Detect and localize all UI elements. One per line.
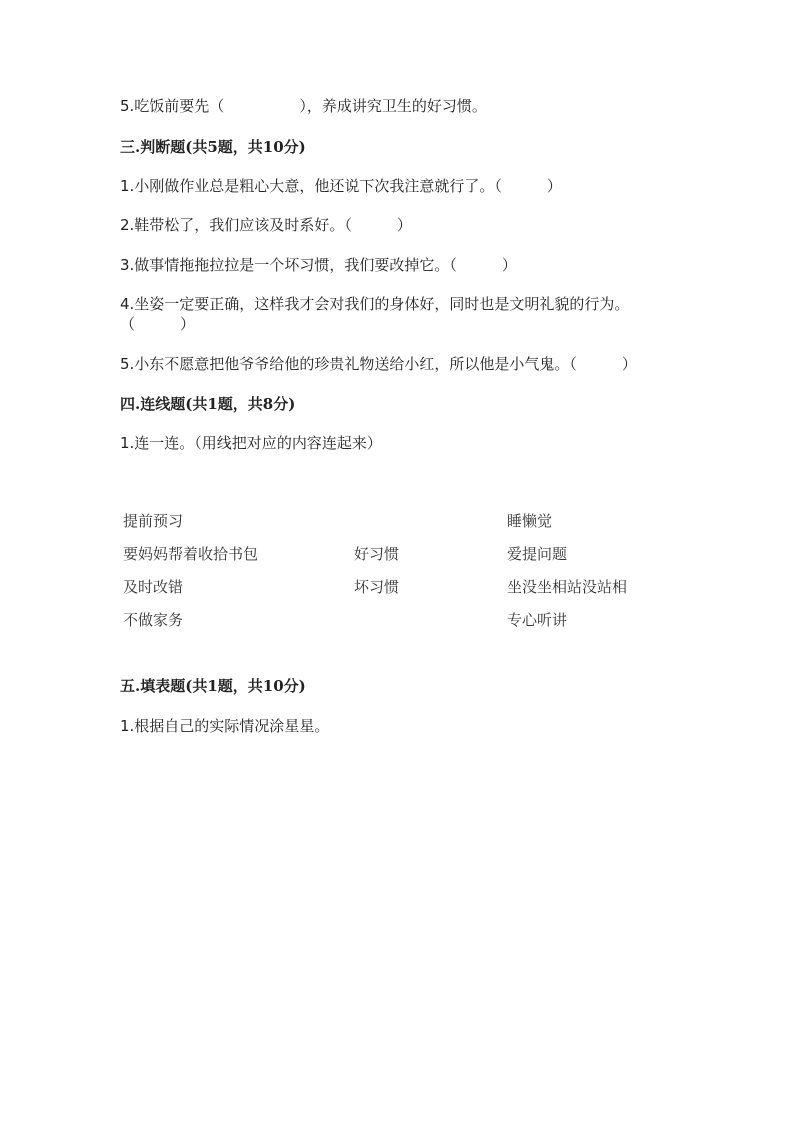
middle-item-1: 好习惯	[354, 545, 400, 563]
left-item-3: 及时改错	[123, 578, 184, 596]
section-5-heading: 五.填表题(共1题，共10分)	[120, 677, 306, 695]
right-item-1: 睡懒觉	[507, 512, 553, 530]
judge-item-2: 2.鞋带松了，我们应该及时系好。（ ）	[120, 216, 412, 234]
judge-item-3: 3.做事情拖拖拉拉是一个坏习惯，我们要改掉它。（ ）	[120, 256, 517, 274]
match-question: 1.连一连。（用线把对应的内容连起来）	[120, 434, 382, 452]
left-item-1: 提前预习	[123, 512, 184, 530]
section-3-heading: 三.判断题(共5题，共10分)	[120, 138, 306, 156]
fill-item-5: 5.吃饭前要先（ ），养成讲究卫生的好习惯。	[120, 97, 487, 115]
judge-item-1: 1.小刚做作业总是粗心大意，他还说下次我注意就行了。（ ）	[120, 177, 562, 195]
middle-item-2: 坏习惯	[354, 578, 400, 596]
section-4-heading: 四.连线题(共1题，共8分)	[120, 395, 296, 413]
left-item-2: 要妈妈帮着收拾书包	[123, 545, 259, 563]
right-item-3: 坐没坐相站没站相	[507, 578, 628, 596]
right-item-4: 专心听讲	[507, 611, 568, 629]
judge-item-4: 4.坐姿一定要正确，这样我才会对我们的身体好，同时也是文明礼貌的行为。	[120, 295, 630, 313]
judge-item-5: 5.小东不愿意把他爷爷给他的珍贵礼物送给小红，所以他是小气鬼。（ ）	[120, 355, 637, 373]
judge-item-4-bracket: （ ）	[120, 315, 196, 333]
right-item-2: 爱提问题	[507, 545, 568, 563]
left-item-4: 不做家务	[123, 611, 184, 629]
table-question: 1.根据自己的实际情况涂星星。	[120, 717, 330, 735]
